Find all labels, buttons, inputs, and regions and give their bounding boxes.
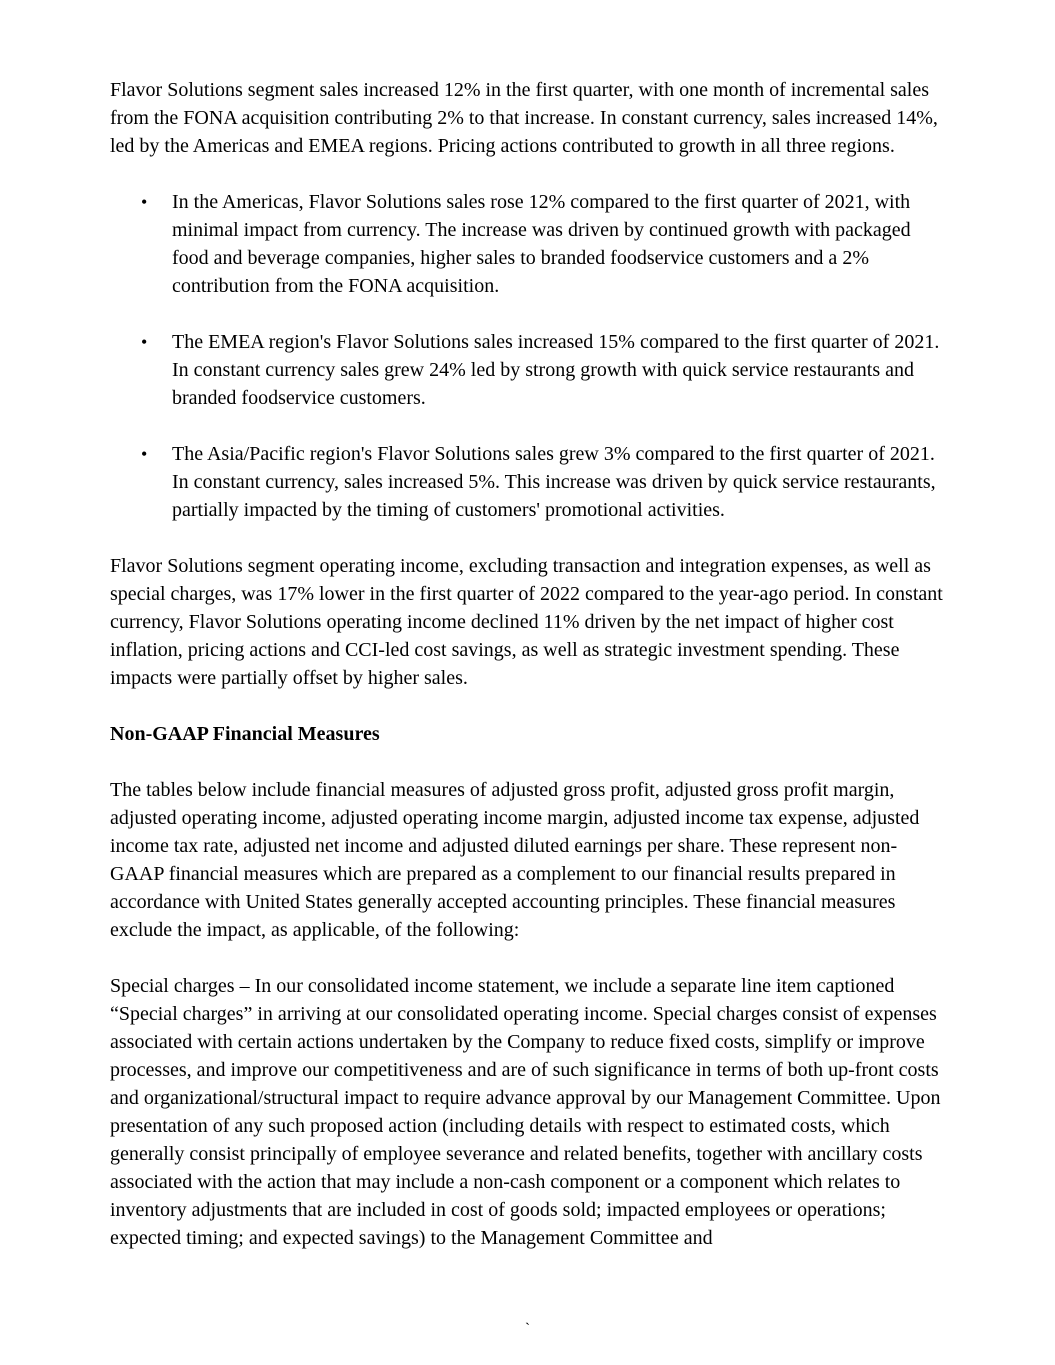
bullet-list (110, 188, 945, 524)
page-footer-mark: ` (525, 1321, 530, 1337)
paragraph-non-gaap-intro: The tables below include financial measures of adjusted gross profit, adjusted gross profit margin, adjusted operating income, adjusted operating income margin, adjusted income tax expense, adjusted income tax rate, adjusted net income and adjusted diluted earnings per share. These represent non-GAAP financial measures which are prepared as a complement to our financial results prepared in accordance with United States generally accepted accounting principles. These financial measures exclude the impact, as applicable, of the following: (110, 779, 920, 941)
bullet-text-americas: In the Americas, Flavor Solutions sales rose 12% compared to the first quarter of 2021, with minimal impact from currency. The increase was driven by continued growth with packaged food and beverage companies, higher sales to branded foodservice customers and a 2% contribution from the FONA acquisition. (172, 191, 911, 297)
paragraph-operating-income: Flavor Solutions segment operating income, excluding transaction and integration expenses, as well as special charges, was 17% lower in the first quarter of 2022 compared to the year-ago period. In constant currency, Flavor Solutions operating income declined 11% driven by the net impact of higher cost inflation, pricing actions and CCI-led cost savings, as well as strategic investment spending. These impacts were partially offset by higher sales. (110, 555, 943, 689)
bullet-text-emea: The EMEA region's Flavor Solutions sales increased 15% compared to the first quarter of 2021. In constant currency sales grew 24% led by strong growth with quick service restaurants and branded foodservice customers. (172, 331, 940, 409)
bullet-text-asia-pacific: The Asia/Pacific region's Flavor Solutions sales grew 3% compared to the first quarter of 2021. In constant currency, sales increased 5%. This increase was driven by quick service restaurants, partially impacted by the timing of customers' promotional activities. (172, 443, 936, 521)
bullet-item-emea (110, 328, 945, 412)
bullet-marker: • (141, 332, 148, 352)
bullet-item-asia-pacific (110, 440, 945, 524)
paragraph-special-charges: Special charges – In our consolidated income statement, we include a separate line item captioned “Special charges” in arriving at our consolidated operating income. Special charges consist of expenses associated with certain actions undertaken by the Company to reduce fixed costs, simplify or improve processes, and improve our competitiveness and are of such significance in terms of both up-front costs and organizational/structural impact to require advance approval by our Management Committee. Upon presentation of any such proposed action (including details with respect to estimated costs, which generally consist principally of employee severance and related benefits, together with ancillary costs associated with the action that may include a non-cash component or a component which relates to inventory adjustments that are included in cost of goods sold; impacted employees or operations; expected timing; and expected savings) to the Management Committee and (110, 975, 941, 1249)
section-heading-non-gaap: Non-GAAP Financial Measures (110, 723, 380, 745)
paragraph-segment-sales: Flavor Solutions segment sales increased 12% in the first quarter, with one month of incremental sales from the FONA acquisition contributing 2% to that increase. In constant currency, sales increased 14%, led by the Americas and EMEA regions. Pricing actions contributed to growth in all three regions. (110, 79, 938, 157)
bullet-item-americas (110, 188, 945, 300)
bullet-marker: • (141, 444, 148, 464)
bullet-marker: • (141, 192, 148, 212)
